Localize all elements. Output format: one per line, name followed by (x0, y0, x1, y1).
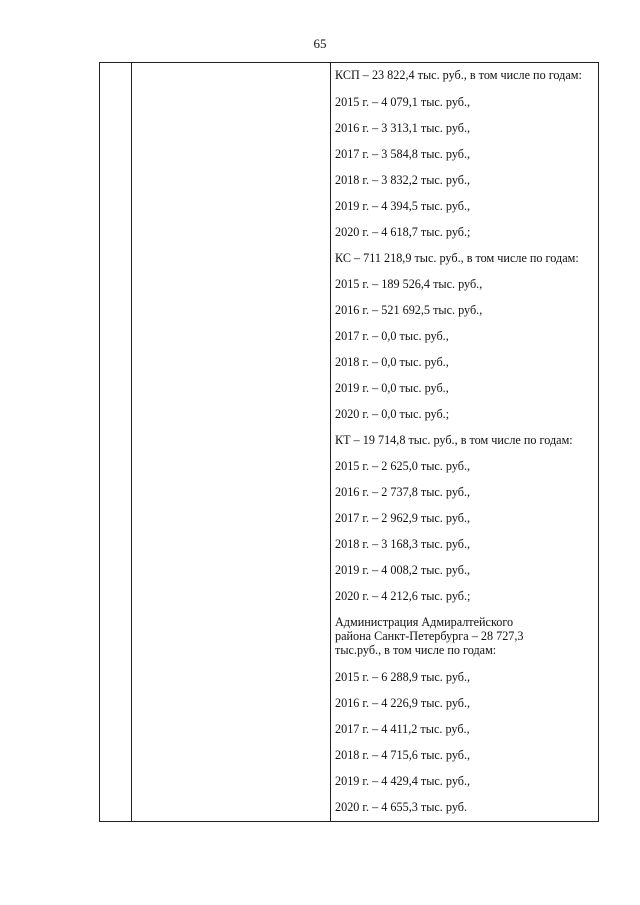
funding-line: Администрация Адмиралтейского района Санкт-Петербурга – 28 727,3 тыс.руб., в том числе по годам: (335, 615, 524, 657)
funding-line: 2015 г. – 189 526,4 тыс. руб., (335, 277, 483, 291)
funding-line: 2016 г. – 521 692,5 тыс. руб., (335, 303, 483, 317)
funding-line: 2015 г. – 6 288,9 тыс. руб., (335, 670, 471, 684)
funding-line: 2017 г. – 3 584,8 тыс. руб., (335, 147, 471, 161)
document-table (99, 62, 599, 822)
funding-line: 2015 г. – 4 079,1 тыс. руб., (335, 95, 471, 109)
funding-details-cell (331, 63, 598, 821)
funding-line: 2017 г. – 0,0 тыс. руб., (335, 329, 449, 343)
funding-line: 2015 г. – 2 625,0 тыс. руб., (335, 459, 471, 473)
funding-line: 2020 г. – 4 618,7 тыс. руб.; (335, 225, 471, 239)
funding-line: 2018 г. – 0,0 тыс. руб., (335, 355, 449, 369)
page-number: 65 (313, 36, 327, 51)
funding-line: 2017 г. – 2 962,9 тыс. руб., (335, 511, 471, 525)
funding-line: 2017 г. – 4 411,2 тыс. руб., (335, 722, 470, 736)
funding-line: 2020 г. – 4 212,6 тыс. руб.; (335, 589, 471, 603)
column-divider (131, 63, 132, 821)
funding-line: КСП – 23 822,4 тыс. руб., в том числе по годам: (335, 68, 582, 82)
funding-line: 2016 г. – 2 737,8 тыс. руб., (335, 485, 471, 499)
funding-line: 2019 г. – 4 008,2 тыс. руб., (335, 563, 471, 577)
funding-line: 2019 г. – 4 394,5 тыс. руб., (335, 199, 471, 213)
funding-line: 2020 г. – 0,0 тыс. руб.; (335, 407, 450, 421)
funding-line: 2019 г. – 0,0 тыс. руб., (335, 381, 449, 395)
funding-line: 2019 г. – 4 429,4 тыс. руб., (335, 774, 471, 788)
funding-line: КТ – 19 714,8 тыс. руб., в том числе по годам: (335, 433, 573, 447)
funding-line: 2016 г. – 4 226,9 тыс. руб., (335, 696, 471, 710)
funding-line: 2018 г. – 4 715,6 тыс. руб., (335, 748, 471, 762)
funding-line: 2018 г. – 3 832,2 тыс. руб., (335, 173, 471, 187)
funding-line: 2016 г. – 3 313,1 тыс. руб., (335, 121, 471, 135)
funding-line: 2018 г. – 3 168,3 тыс. руб., (335, 537, 471, 551)
funding-line: 2020 г. – 4 655,3 тыс. руб. (335, 800, 468, 814)
funding-line: КС – 711 218,9 тыс. руб., в том числе по годам: (335, 251, 579, 265)
